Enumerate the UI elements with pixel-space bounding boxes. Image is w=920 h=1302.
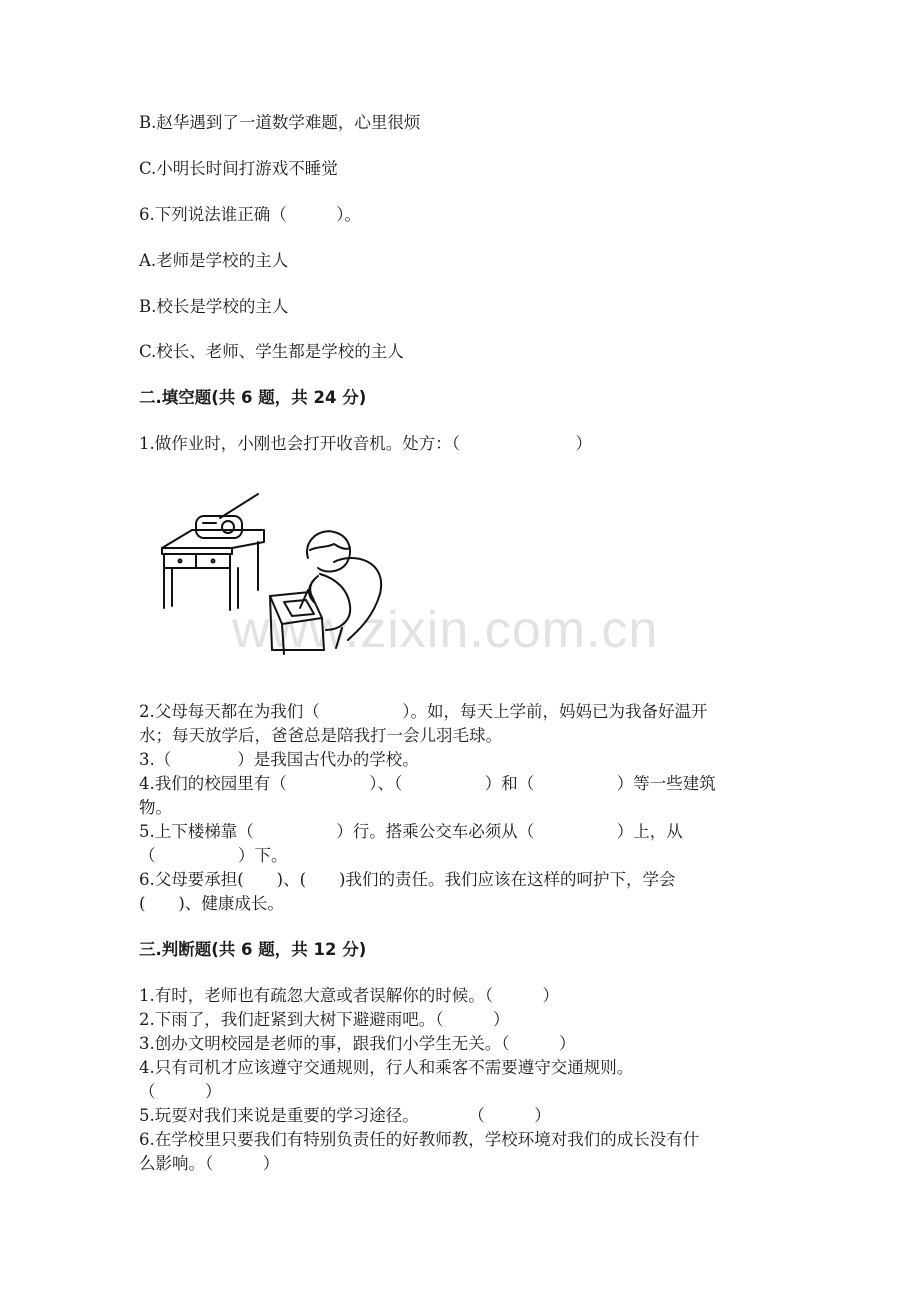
judge-question-5: 5.玩耍对我们来说是重要的学习途径。 （ ） — [139, 1106, 551, 1125]
option-6a: A.老师是学校的主人 — [139, 251, 289, 270]
option-6c: C.校长、老师、学生都是学校的主人 — [139, 342, 404, 361]
fill-question-6-line2: ( )、健康成长。 — [139, 894, 284, 913]
homework-radio-illustration — [158, 490, 393, 668]
fill-question-2-line2: 水；每天放学后，爸爸总是陪我打一会儿羽毛球。 — [139, 726, 502, 745]
section-2-title: 二.填空题(共 6 题，共 24 分) — [139, 388, 367, 407]
judge-question-2: 2.下雨了，我们赶紧到大树下避避雨吧。（ ） — [139, 1010, 510, 1029]
judge-question-6-line2: 么影响。（ ） — [139, 1154, 280, 1173]
judge-question-6-line1: 6.在学校里只要我们有特别负责任的好教师教，学校环境对我们的成长没有什 — [139, 1130, 700, 1149]
fill-question-5-line1: 5.上下楼梯靠（ ）行。搭乘公交车必须从（ ）上，从 — [139, 822, 683, 841]
option-5b: B.赵华遇到了一道数学难题，心里很烦 — [139, 113, 421, 132]
judge-question-1: 1.有时，老师也有疏忽大意或者误解你的时候。（ ） — [139, 986, 559, 1005]
judge-question-4-line2: （ ） — [139, 1082, 222, 1101]
fill-question-3: 3.（ ）是我国古代办的学校。 — [139, 750, 419, 769]
watermark: www.zixin.com.cn — [232, 601, 659, 659]
fill-question-6-line1: 6.父母要承担( )、( )我们的责任。我们应该在这样的呵护下，学会 — [139, 870, 676, 889]
judge-question-4-line1: 4.只有司机才应该遵守交通规则，行人和乘客不需要遵守交通规则。 — [139, 1058, 634, 1077]
fill-question-5-line2: （ ）下。 — [139, 846, 288, 865]
fill-question-4-line2: 物。 — [139, 798, 172, 817]
fill-question-4-line1: 4.我们的校园里有（ ）、（ ）和（ ）等一些建筑 — [139, 774, 716, 793]
section-3-title: 三.判断题(共 6 题，共 12 分) — [139, 940, 367, 959]
fill-question-2-line1: 2.父母每天都在为我们（ ）。如，每天上学前，妈妈已为我备好温开 — [139, 702, 708, 721]
option-6b: B.校长是学校的主人 — [139, 297, 289, 316]
judge-question-3: 3.创办文明校园是老师的事，跟我们小学生无关。（ ） — [139, 1034, 576, 1053]
question-6-stem: 6.下列说法谁正确（ ）。 — [139, 205, 361, 224]
fill-question-1: 1.做作业时，小刚也会打开收音机。处方：（ ） — [139, 434, 592, 453]
option-5c: C.小明长时间打游戏不睡觉 — [139, 159, 338, 178]
